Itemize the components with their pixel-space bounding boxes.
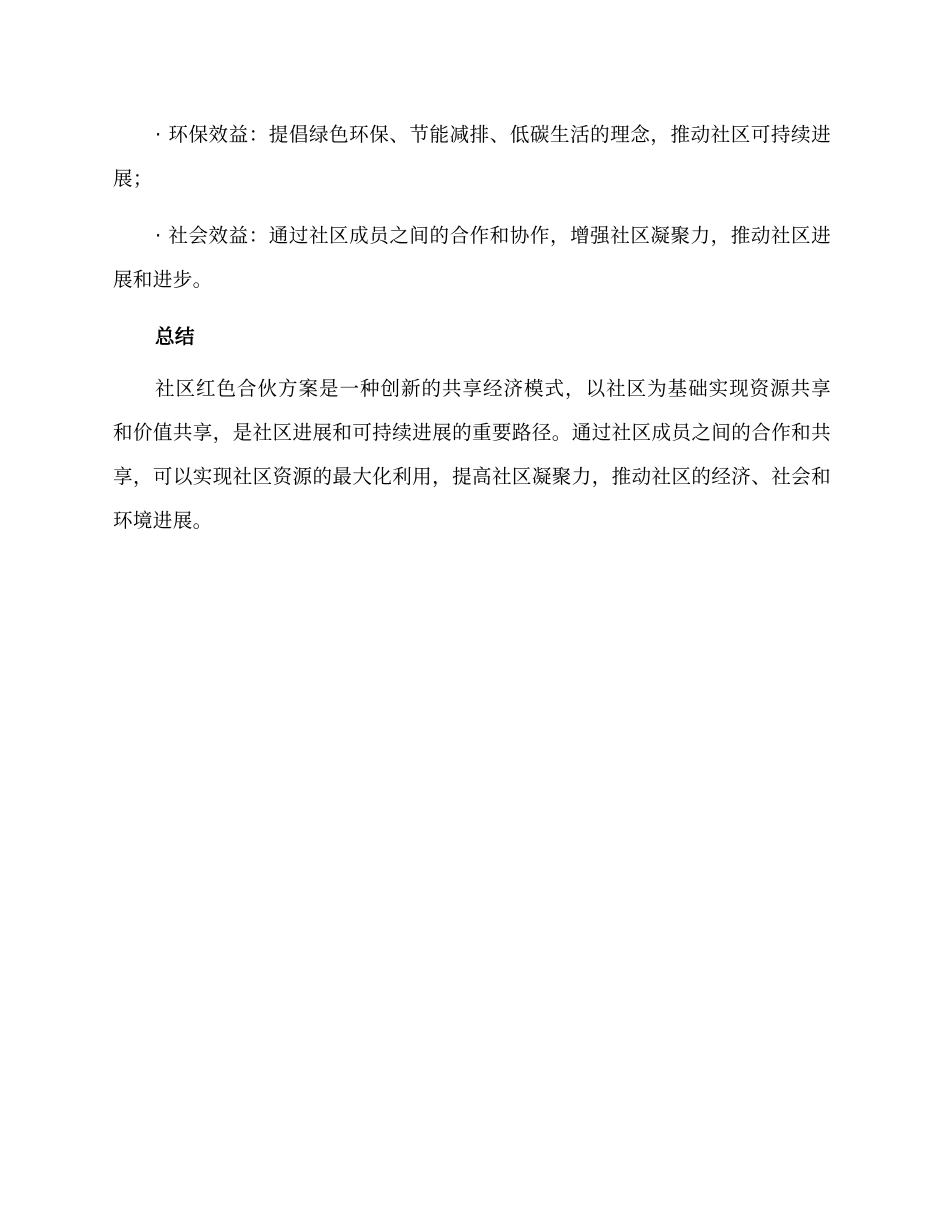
bullet-environmental-benefit: · 环保效益：提倡绿色环保、节能减排、低碳生活的理念，推动社区可持续进展；	[113, 123, 831, 190]
summary-heading: 总结	[155, 325, 195, 348]
summary-paragraph: 社区红色合伙方案是一种创新的共享经济模式，以社区为基础实现资源共享和价值共享，是社区进展和可持续进展的重要路径。通过社区成员之间的合作和共享，可以实现社区资源的最大化利用，提高社区凝聚力，推动社区的经济、社会和环境进展。	[113, 377, 831, 532]
bullet-social-benefit: · 社会效益：通过社区成员之间的合作和协作，增强社区凝聚力，推动社区进展和进步。	[113, 224, 831, 291]
